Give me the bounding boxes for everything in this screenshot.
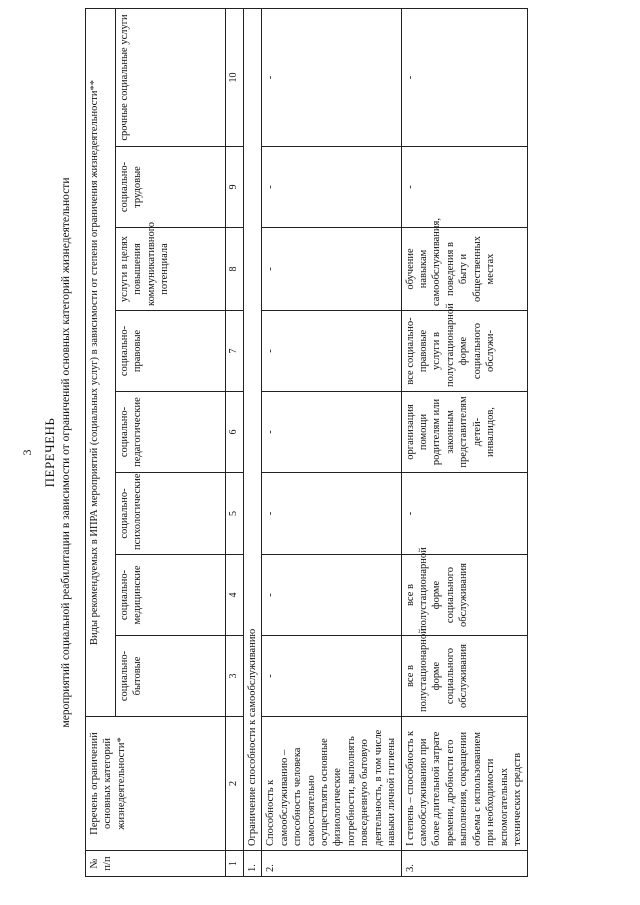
rehabilitation-table [85, 8, 528, 877]
document-title: ПЕРЕЧЕНЬ [42, 417, 57, 488]
column-number-row [226, 8, 244, 876]
table-cell: - [262, 392, 401, 473]
header-col-social-labor: социально-трудовые [116, 147, 226, 228]
col-number: 7 [226, 311, 244, 392]
table-cell: все в полустационарной форме социального обслуживания [401, 555, 527, 636]
header-number: № п/п [86, 851, 226, 877]
table-cell: все в полустационарной форме социального обслуживания [401, 636, 527, 717]
document-subtitle: мероприятий социальной реабилитации в зависимости от ограничений основных категорий жизнедеятельности [60, 177, 72, 728]
table-cell: обучение навыкам самообслуживания, поведения в быту и общественных местах [401, 228, 527, 311]
header-col-social-pedagogical: социально-педагогические [116, 392, 226, 473]
table-cell: - [262, 636, 401, 717]
col-number: 3 [226, 636, 244, 717]
section-title: Ограничение способности к самообслуживанию [243, 8, 261, 850]
col-number: 4 [226, 555, 244, 636]
row-category-text: I степень – способность к самообслуживанию при более длительной затрате времени, дробности его выполнения, сокращении объема с использованием при необходимости вспомогательных технических средств [401, 717, 527, 851]
table-cell: - [262, 311, 401, 392]
page-number: 3 [20, 449, 34, 456]
header-measures-group: Виды рекомендуемых в ИПРА мероприятий (социальных услуг) в зависимости от степени ограничения жизнедеятельности** [86, 8, 116, 716]
table-cell: - [401, 8, 527, 146]
section-row [243, 8, 261, 876]
row-number: 2. [262, 851, 401, 877]
col-number: 1 [226, 851, 244, 877]
header-col-communication: услуги в целях повышения коммуникативного потенциала [116, 228, 226, 311]
table-cell: все социально-правовые услуги в полустационарной форме социального обслужи- [401, 311, 527, 392]
header-category-list: Перечень ограничений основных категорий жизнедеятельности* [86, 717, 226, 851]
table-cell: - [262, 147, 401, 228]
table-cell: - [262, 228, 401, 311]
table-cell: - [401, 147, 527, 228]
header-col-social-psychological: социально-психологические [116, 473, 226, 555]
table-row [262, 8, 401, 876]
row-number: 3. [401, 851, 527, 877]
table-cell: организация помощи родителям или законным представителям детей-инвалидов, [401, 392, 527, 473]
header-col-social-domestic: социально-бытовые [116, 636, 226, 717]
col-number: 8 [226, 228, 244, 311]
row-category-text: Способность к самообслуживанию – способность человека самостоятельно осуществлять основные физиологические потребности, выполнять повседневную бытовую деятельность, в том числе навыки личной гигиены [262, 717, 401, 851]
table-cell: - [262, 473, 401, 555]
table-row [401, 8, 527, 876]
table-cell: - [401, 473, 527, 555]
header-col-social-legal: социально-правовые [116, 311, 226, 392]
col-number: 10 [226, 8, 244, 146]
table-cell: - [262, 555, 401, 636]
col-number: 9 [226, 147, 244, 228]
col-number: 2 [226, 717, 244, 851]
header-col-urgent: срочные социальные услуги [116, 8, 226, 146]
row-number: 1. [243, 851, 261, 877]
col-number: 6 [226, 392, 244, 473]
header-col-social-medical: социально-медицинские [116, 555, 226, 636]
table-cell: - [262, 8, 401, 146]
col-number: 5 [226, 473, 244, 555]
